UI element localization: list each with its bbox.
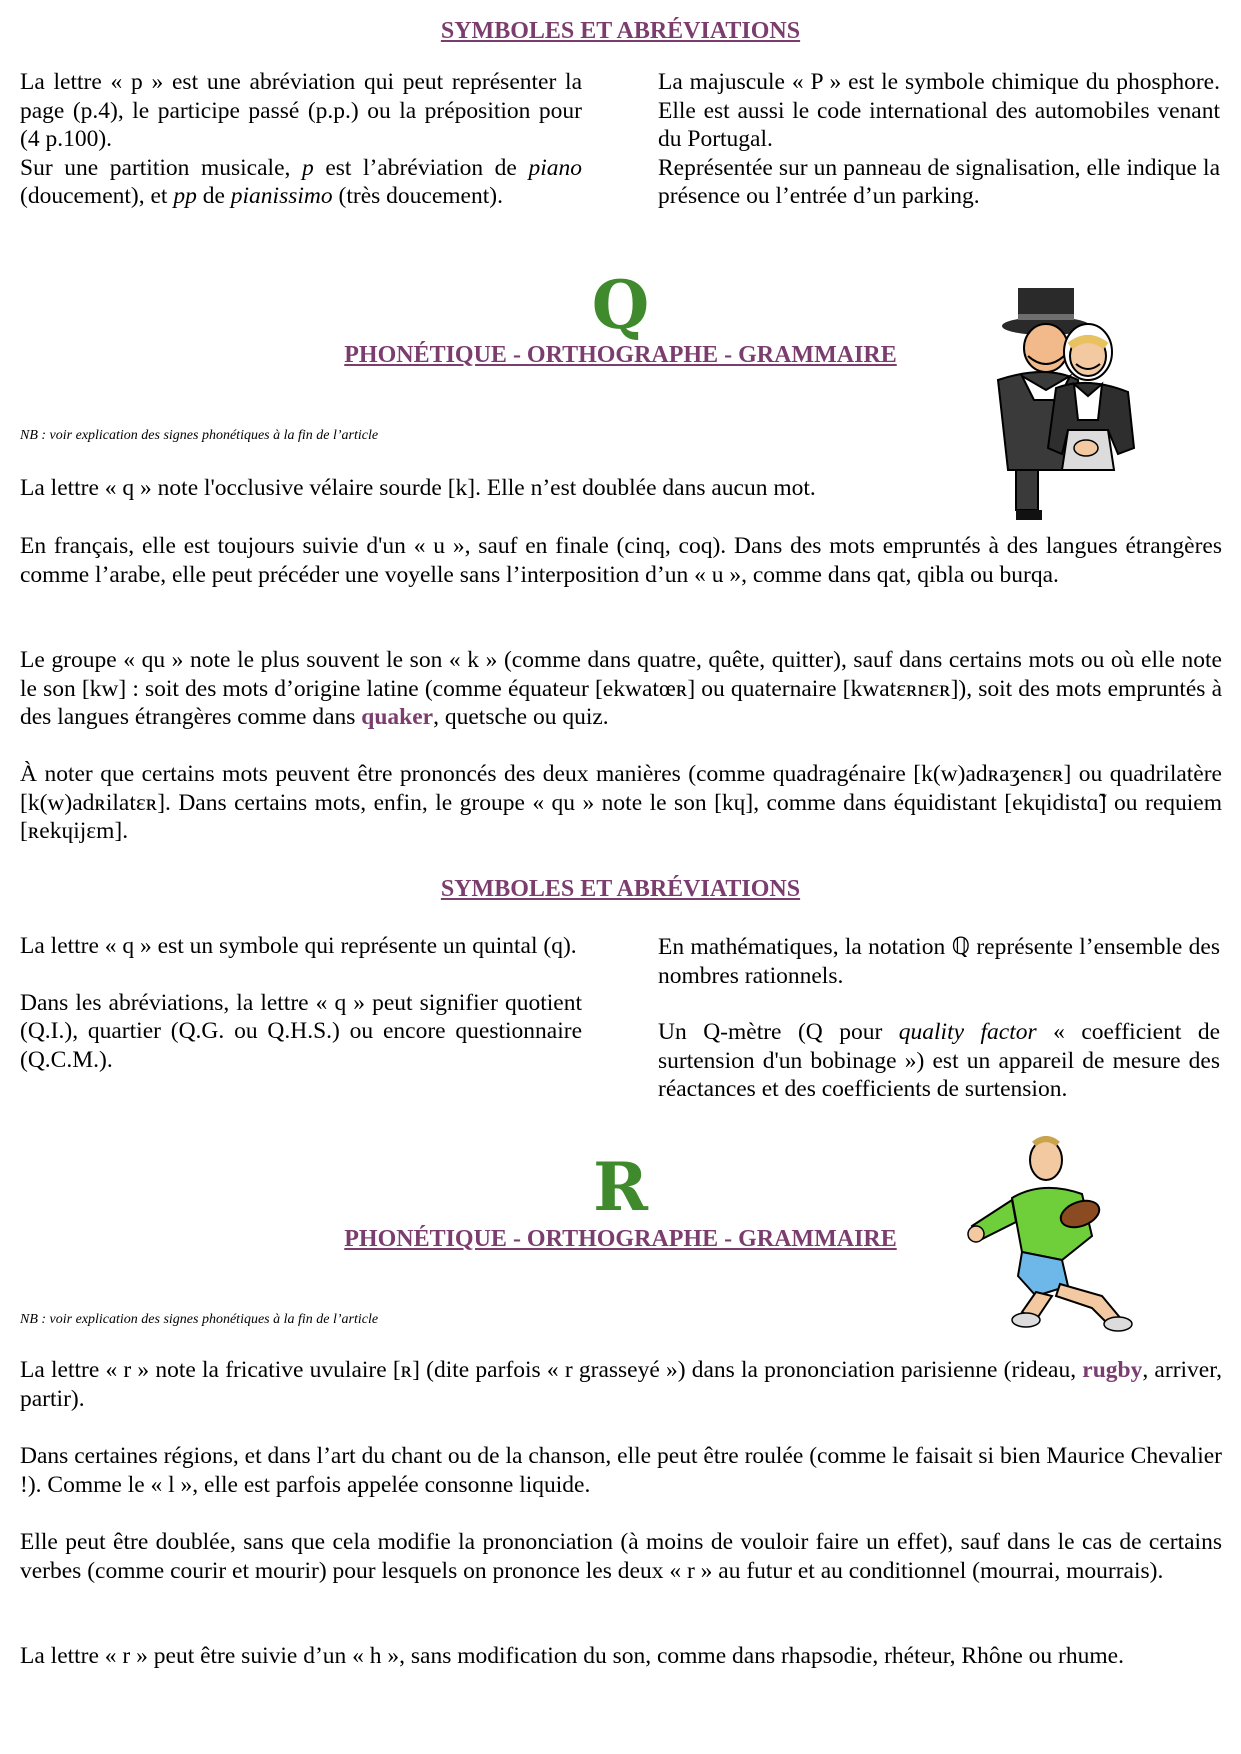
q-para-4: À noter que certains mots peuvent être prononcés des deux manières (comme quadragénaire [k(w)adʀaʒenɛʀ] ou quadrilatère [k(w)adʀilatɛʀ]. Dans certains mots, enfin, le groupe « qu » note le son [kɥ], comme dans équidistant [ekɥidistɑ̃] ou requiem [ʀekɥijɛm]. xyxy=(20,761,1222,844)
q-phonetics-heading: PHONÉTIQUE - ORTHOGRAPHE - GRAMMAIRE xyxy=(344,342,897,368)
q-para-3: Le groupe « qu » note le plus souvent le son « k » (comme dans quatre, quête, quitter), sauf dans certains mots ou où elle note le son [kw] : soit des mots d’origine latine (comme équateur [ekwatœʀ] ou quaternaire [kwatɛʀnɛʀ]), soit des mots empruntés à des langues étrangères comme dans quaker, quetsche ou quiz. xyxy=(20,647,1222,730)
p-symbols-heading: SYMBOLES ET ABRÉVIATIONS xyxy=(440,18,801,44)
r-para-4: La lettre « r » peut être suivie d’un « h », sans modification du son, comme dans rhapsodie, rhéteur, Rhône ou rhume. xyxy=(20,1643,1124,1669)
r-highlight-word-rugby: rugby xyxy=(1082,1357,1143,1383)
p-symbols-left-para-1: La lettre « p » est une abréviation qui peut représenter la page (p.4), le participe passé (p.p.) ou la préposition pour (4 p.100). xyxy=(20,69,582,152)
p-symbols-right-para-1: La majuscule « P » est le symbole chimique du phosphore. Elle est aussi le code international des automobiles venant du Portugal. xyxy=(658,69,1220,152)
q-symbols-left-para-2: Dans les abréviations, la lettre « q » peut signifier quotient (Q.I.), quartier (Q.G. ou Q.H.S.) ou encore questionnaire (Q.C.M.). xyxy=(20,989,582,1073)
q-symbols-right-para-1: En mathématiques, la notation ℚ représente l’ensemble des nombres rationnels. xyxy=(658,932,1220,989)
q-para-2: En français, elle est toujours suivie d'un « u », sauf en finale (cinq, coq). Dans des mots empruntés à des langues étrangères comme l’arabe, elle peut précéder une voyelle sans l’interposition d’un « u », comme dans qat, qibla ou burqa. xyxy=(20,533,1222,588)
q-symbols-right-para-2: Un Q-mètre (Q pour quality factor « coefficient de surtension d'un bobinage ») est un appareil de mesure des réactances et des coefficients de surtension. xyxy=(658,1019,1221,1102)
q-symbols-left-column xyxy=(20,932,582,1074)
q-nb-note: NB : voir explication des signes phonétiques à la fin de l’article xyxy=(20,428,379,443)
r-nb-note: NB : voir explication des signes phonétiques à la fin de l’article xyxy=(20,1312,379,1327)
q-symbols-left-para-1: La lettre « q » est un symbole qui représente un quintal (q). xyxy=(20,933,577,959)
q-para-1: La lettre « q » note l'occlusive vélaire sourde [k]. Elle n’est doublée dans aucun mot. xyxy=(20,475,816,501)
letter-r-title: R xyxy=(593,1148,648,1226)
p-symbols-right-para-2: Représentée sur un panneau de signalisation, elle indique la présence ou l’entrée d’un parking. xyxy=(658,154,1220,209)
p-symbols-right-column xyxy=(658,68,1220,211)
r-phonetics-heading: PHONÉTIQUE - ORTHOGRAPHE - GRAMMAIRE xyxy=(344,1226,897,1252)
q-symbols-heading: SYMBOLES ET ABRÉVIATIONS xyxy=(440,876,801,902)
q-highlight-word-quaker: quaker xyxy=(361,704,434,730)
p-symbols-left-column xyxy=(20,68,582,211)
q-symbols-right-column xyxy=(658,932,1220,1104)
r-para-3: Elle peut être doublée, sans que cela modifie la prononciation (à moins de vouloir faire un effet), sauf dans le cas de certains verbes (comme courir et mourir) pour lesquels on prononce les deux « r » au futur et au conditionnel (mourrai, mourrais). xyxy=(20,1529,1222,1584)
letter-q-title: Q xyxy=(591,266,650,344)
r-para-1: La lettre « r » note la fricative uvulaire [ʀ] (dite parfois « r grasseyé ») dans la prononciation parisienne (rideau, rugby, arriver, partir). xyxy=(20,1357,1222,1412)
p-symbols-left-para-2: Sur une partition musicale, p est l’abréviation de piano (doucement), et pp de pianissimo (très doucement). xyxy=(20,154,582,209)
r-para-2: Dans certaines régions, et dans l’art du chant ou de la chanson, elle peut être roulée (comme le faisait si bien Maurice Chevalier !). Comme le « l », elle est parfois appelée consonne liquide. xyxy=(20,1443,1222,1498)
rational-numbers-symbol: ℚ xyxy=(951,932,971,960)
